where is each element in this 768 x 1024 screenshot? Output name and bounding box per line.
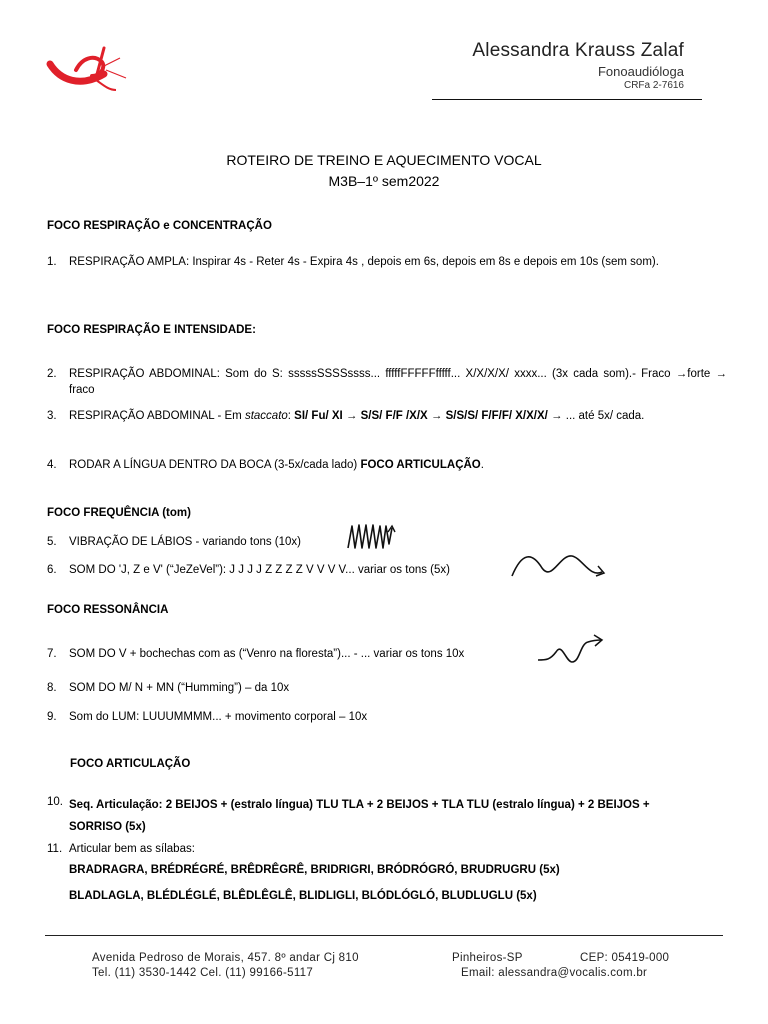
item-text: SOM DO M/ N + MN (“Humming”) – da 10x: [69, 682, 290, 694]
item-number: 8.: [47, 682, 57, 694]
footer-divider: [45, 935, 723, 936]
list-item-8: [47, 680, 727, 696]
item-text-bold: FOCO ARTICULAÇÃO: [360, 459, 481, 471]
item-number: 1.: [47, 256, 57, 268]
item-text-part: :: [287, 410, 295, 422]
item-number: 4.: [47, 459, 57, 471]
item-number: 7.: [47, 648, 57, 660]
item-number: 6.: [47, 564, 57, 576]
footer-phones: Tel. (11) 3530-1442 Cel. (11) 99166-5117: [92, 967, 314, 979]
list-item-10: [47, 794, 727, 838]
section-heading-respiracao-concentracao: FOCO RESPIRAÇÃO e CONCENTRAÇÃO: [47, 220, 272, 232]
section-heading-respiracao-intensidade: FOCO RESPIRAÇÃO E INTENSIDADE:: [47, 324, 256, 336]
item-number: 10.: [47, 796, 63, 808]
item-text-line-1: Seq. Articulação: 2 BEIJOS + (estralo língua) TLU TLA + 2 BEIJOS + TLA TLU (estralo língua) + 2 BEIJOS +: [69, 799, 650, 811]
tone-wave-drawing: [510, 548, 610, 580]
list-item-7: [47, 646, 727, 662]
item-number: 9.: [47, 711, 57, 723]
section-heading-articulacao: FOCO ARTICULAÇÃO: [70, 758, 191, 770]
list-item-2: [47, 366, 727, 398]
footer-city: Pinheiros-SP: [452, 952, 523, 964]
item-text: RESPIRAÇÃO AMPLA: Inspirar 4s - Reter 4s - Expira 4s , depois em 6s, depois em 8s e depois em 10s (sem som).: [69, 256, 659, 268]
item-text-italic: staccato: [244, 410, 288, 422]
item-text-part: → ... até 5x/ cada.: [547, 410, 645, 422]
item-text: [69, 408, 727, 424]
document-title: ROTEIRO DE TREINO E AQUECIMENTO VOCAL: [226, 152, 542, 168]
item-text: VIBRAÇÃO DE LÁBIOS - variando tons (10x): [69, 536, 302, 548]
header-divider: [432, 99, 702, 100]
item-text-part: RODAR A LÍNGUA DENTRO DA BOCA (3-5x/cada lado): [69, 459, 361, 471]
lip-vibration-zigzag-drawing: [346, 520, 396, 552]
item-text-line-2: SORRISO (5x): [69, 821, 146, 833]
list-item-3: [47, 408, 727, 424]
section-heading-ressonancia: FOCO RESSONÂNCIA: [47, 604, 169, 616]
item-text: SOM DO 'J, Z e V' (“JeZeVel”): J J J J Z Z Z Z V V V V... variar os tons (5x): [69, 564, 450, 576]
item-number: 5.: [47, 536, 57, 548]
item-text: Som do LUM: LUUUMMMM... + movimento corporal – 10x: [69, 711, 368, 723]
footer-address: Avenida Pedroso de Morais, 457. 8º andar Cj 810: [92, 952, 359, 964]
item-number: 11.: [47, 843, 63, 855]
footer-cep: CEP: 05419-000: [580, 952, 670, 964]
header-role: Fonoaudióloga: [597, 64, 684, 79]
resonance-wave-drawing: [536, 632, 606, 666]
item-text: RESPIRAÇÃO ABDOMINAL: Som do S: sssssSSSSssss... fffffFFFFFfffff... X/X/X/X/ xxxx... (3x cada som).- Fraco →forte → fraco: [69, 368, 727, 396]
item-text: [69, 457, 727, 473]
footer-email: Email: alessandra@vocalis.com.br: [461, 967, 648, 979]
item-text-bold: SI/ Fu/ XI → S/S/ F/F /X/X → S/S/S/ F/F/F/ X/X/X/: [294, 410, 548, 422]
list-item-9: [47, 709, 727, 725]
document-subtitle: M3B–1º sem2022: [328, 173, 440, 189]
item-text-intro: Articular bem as sílabas:: [69, 843, 195, 855]
syllables-line-2: BLADLAGLA, BLÉDLÉGLÉ, BLÊDLÊGLÊ, BLIDLIGLI, BLÓDLÓGLÓ, BLUDLUGLU (5x): [69, 890, 537, 902]
item-number: 3.: [47, 410, 57, 422]
list-item-11: [47, 841, 727, 909]
header-name: Alessandra Krauss Zalaf: [472, 40, 684, 61]
list-item-6: [47, 562, 727, 578]
list-item-4: [47, 457, 727, 473]
list-item-1: [47, 254, 727, 270]
header-crfa: CRFa 2-7616: [623, 80, 684, 91]
vocalis-logo: [46, 40, 130, 100]
item-text: SOM DO V + bochechas com as (“Venro na floresta”)... - ... variar os tons 10x: [69, 648, 465, 660]
section-heading-frequencia: FOCO FREQUÊNCIA (tom): [47, 507, 191, 519]
item-text-part: .: [480, 459, 484, 471]
item-number: 2.: [47, 368, 57, 380]
item-text-part: RESPIRAÇÃO ABDOMINAL - Em: [69, 410, 245, 422]
syllables-line-1: BRADRAGRA, BRÉDRÉGRÉ, BRÊDRÊGRÊ, BRIDRIGRI, BRÓDRÓGRÓ, BRUDRUGRU (5x): [69, 864, 560, 876]
